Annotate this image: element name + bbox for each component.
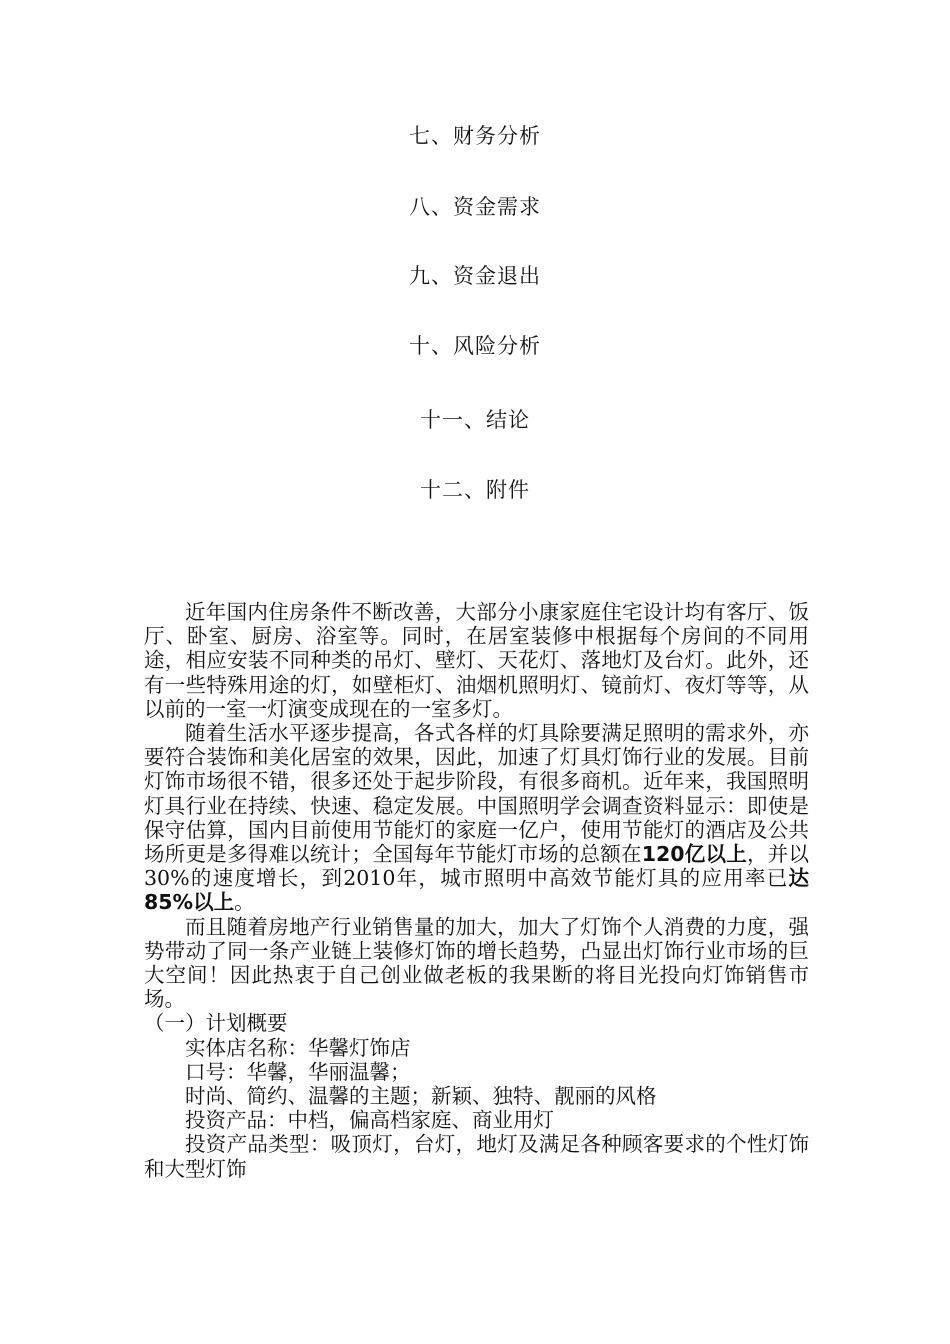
intro-paragraph-1: 近年国内住房条件不断改善，大部分小康家庭住宅设计均有客厅、饭厅、卧室、厨房、浴室等。同时，在居室装修中根据每个房间的不同用途，相应安装不同种类的吊灯、壁灯、天花灯、落地灯及台灯。此外，还有一些特殊用途的灯，如壁柜灯、油烟机照明灯、镜前灯、夜灯等等，从以前的一室一灯演变成现在的一室多灯。 <box>144 600 809 721</box>
toc-item-risk-analysis: 十、风险分析 <box>409 334 541 358</box>
toc-item-funding-exit: 九、资金退出 <box>409 264 541 288</box>
toc-item-financial-analysis: 七、财务分析 <box>409 124 541 148</box>
application-rate-highlight: 达85%以上 <box>144 866 809 915</box>
toc-item-appendix: 十二、附件 <box>420 478 530 502</box>
plan-slogan: 口号：华馨，华丽温馨； <box>185 1059 411 1084</box>
plan-heading: （一）计划概要 <box>144 1011 288 1036</box>
body-text <box>144 600 809 1181</box>
plan-store-name: 实体店名称：华馨灯饰店 <box>185 1035 411 1060</box>
intro-paragraph-2-text-a: 随着生活水平逐步提高，各式各样的灯具除要满足照明的需求外，亦要符合装饰和美化居室的效果，因此，加速了灯具灯饰行业的发展。目前灯饰市场很不错，很多还处于起步阶段，有很多商机。近年来，我国照明灯具行业在持续、快速、稳定发展。中国照明学会调查资料显示：即使是保守估算，国内目前使用节能灯的家庭一亿户，使用节能灯的酒店及公共场所更是多得难以统计；全国每年节能灯市场的总额在 <box>144 721 809 867</box>
toc-item-funding-needs: 八、资金需求 <box>409 195 541 219</box>
toc-item-conclusion: 十一、结论 <box>420 408 530 432</box>
plan-product-types: 投资产品类型：吸顶灯，台灯，地灯及满足各种顾客要求的个性灯饰和大型灯饰 <box>144 1132 809 1181</box>
plan-products: 投资产品：中档，偏高档家庭、商业用灯 <box>185 1108 554 1133</box>
market-total-highlight: 120亿以上 <box>641 842 748 867</box>
intro-paragraph-2-text-e: 。 <box>234 890 255 915</box>
intro-paragraph-3: 而且随着房地产行业销售量的加大，加大了灯饰个人消费的力度，强势带动了同一条产业链上装修灯饰的增长趋势，凸显出灯饰行业市场的巨大空间！因此热衷于自己创业做老板的我果断的将目光投向灯饰销售市场。 <box>144 914 809 1012</box>
intro-paragraph-2 <box>144 721 809 915</box>
intro-paragraph-2-text-c: ，并以30%的速度增长，到2010年，城市照明中高效节能灯具的应用率已 <box>144 842 810 891</box>
plan-theme: 时尚、简约、温馨的主题；新颖、独特、靓丽的风格 <box>185 1084 657 1109</box>
